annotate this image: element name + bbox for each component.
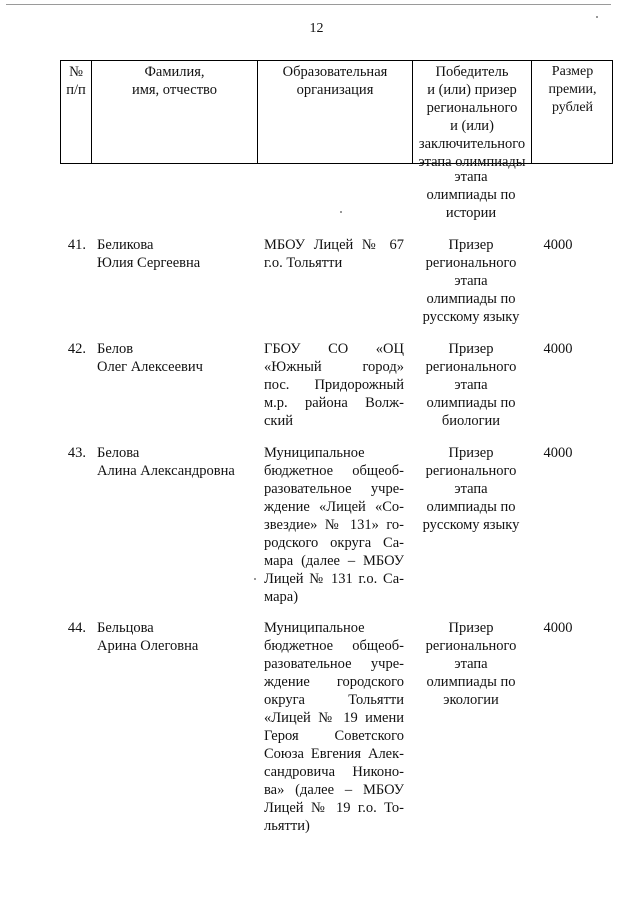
person-name: Бельцова Арина Олеговна bbox=[97, 620, 199, 654]
achievement: Призер регионального этапа олимпиады по биологии bbox=[425, 341, 517, 429]
achievement: Призер регионального этапа олимпиады по русскому языку bbox=[422, 445, 520, 533]
row-number: 44. bbox=[67, 620, 86, 636]
organization: ГБОУ СО «ОЦ «Южный город» пос. Придорожный м.р. района Волж- ский bbox=[264, 341, 404, 429]
page-number: 12 bbox=[309, 21, 324, 36]
row-number: 41. bbox=[67, 237, 86, 253]
person-name: Беликова Юлия Сергеевна bbox=[97, 237, 201, 271]
scan-speck bbox=[254, 578, 256, 580]
achievement: Призер регионального этапа олимпиады по экологии bbox=[425, 620, 517, 708]
prize-amount: 4000 bbox=[543, 341, 573, 357]
winner-continuation: этапа олимпиады по истории bbox=[426, 169, 516, 221]
header-winner: Победитель и (или) призер регионального и (или) заключительного этапа олимпиады bbox=[418, 64, 526, 170]
table-header bbox=[60, 60, 613, 170]
person-name: Белов Олег Алексеевич bbox=[97, 341, 203, 375]
row-number: 43. bbox=[67, 445, 86, 461]
organization: Муниципальное бюджетное общеоб- разовательное учре- ждение городского округа Тольятти «Лицей № 19 имени Героя Советского Союза Евгения Алек- сандровича Никоно- ва» (далее – МБОУ Лицей № 19 г.о. То- льятти) bbox=[264, 620, 404, 834]
scan-speck bbox=[340, 211, 342, 213]
header-num: № п/п bbox=[66, 64, 86, 98]
person-name: Белова Алина Александровна bbox=[97, 445, 235, 479]
page-top-edge bbox=[6, 4, 611, 5]
organization: МБОУ Лицей № 67 г.о. Тольятти bbox=[264, 237, 404, 271]
prize-amount: 4000 bbox=[543, 620, 573, 636]
header-name: Фамилия, имя, отчество bbox=[131, 64, 218, 98]
prize-amount: 4000 bbox=[543, 237, 573, 253]
achievement: Призер регионального этапа олимпиады по русскому языку bbox=[422, 237, 520, 325]
organization: Муниципальное бюджетное общеоб- разовательное учре- ждение «Лицей «Со- звездие» № 131» го- родского округа Са- мара (далее – МБОУ Лицей № 131 г.о. Са- мара) bbox=[264, 445, 404, 605]
header-prize: Размер премии, рублей bbox=[548, 64, 597, 115]
scan-speck bbox=[596, 16, 598, 18]
prize-amount: 4000 bbox=[543, 445, 573, 461]
header-org: Образовательная организация bbox=[282, 64, 388, 98]
row-number: 42. bbox=[67, 341, 86, 357]
